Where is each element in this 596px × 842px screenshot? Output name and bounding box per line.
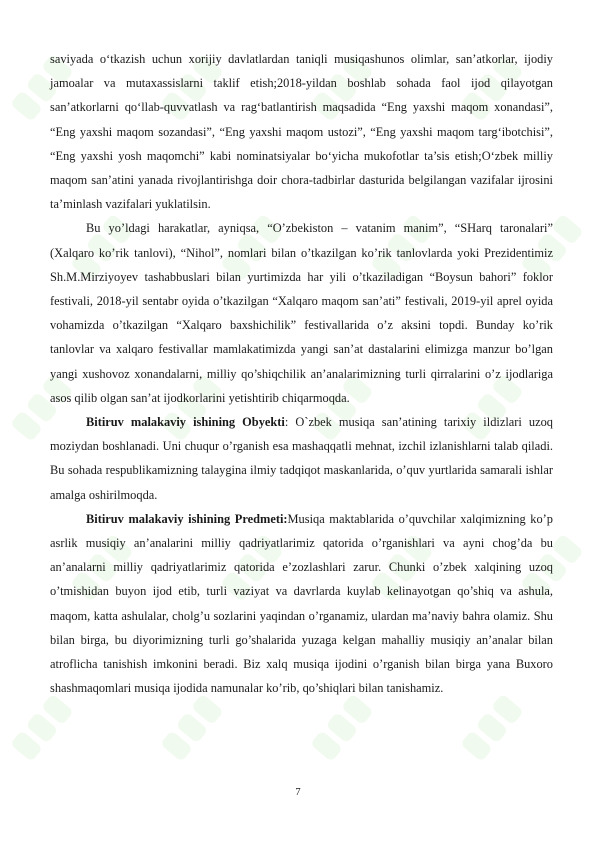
object-text: : O`zbek musiqa san’atining tarixiy ildizlari uzoq moziydan boshlanadi. Uni chuqur o’rganish esa mashaqqatli mehnat, izchil izlanishlarni talab qiladi. Bu sohada respublikamizning talaygina ilmiy tadqiqot maskanlarida, o’quv yurtlarida samarali ishlar amalga oshirilmoqda. <box>50 415 553 502</box>
watermark-mark <box>10 693 74 762</box>
object-heading: Bitiruv malakaviy ishining Obyekti <box>86 415 285 430</box>
paragraph-1: saviyada o‘tkazish uchun xorijiy davlatlardan taniqli musiqashunos olimlar, san’atkorlar, ijodiy jamoalar va mutaxassislarni taklif etish;2018-yildan boshlab sohada faol ijod qilayotgan san’atkorlarni qo‘llab-quvvatlash va rag‘batlantirish maqsadida “Eng yaxshi maqom xonandasi”, “Eng yaxshi maqom sozandasi”, “Eng yaxshi maqom ustozi”, “Eng yaxshi maqom targ‘ibotchisi”, “Eng yaxshi yosh maqomchi” kabi nominatsiyalar bo‘yicha mukofotlar ta’sis etish;O‘zbek milliy maqom san’atini yanada rivojlantirishga doir chora-tadbirlar dasturida belgilangan vazifalar ijrosini ta’minlash vazifalari yuklatilsin. <box>50 52 553 212</box>
paragraph-2: Bu yo’ldagi harakatlar, ayniqsa, “O’zbekiston – vatanim manim”, “SHarq taronalari” (Xalqaro ko’rik tanlovi), “Nihol”, nomlari bilan o’tkazilgan ko’rik tanlovlarda yoki Prezidentimiz Sh.M.Mirziyoyev tashabbuslari bilan yurtimizda har yili o’tkaziladigan “Boysun bahori” foklor festivali, 2018-yil sentabr oyida o’tkazilgan “Xalqaro maqom san’ati” festivali, 2019-yil aprel oyida vohamizda o’tkazilgan “Xalqaro baxshichilik” festivallarida o’z aksini topdi. Bunday ko’rik tanlovlar va xalqaro festivallar mamlakatimizda yangi san’at dastalarini elimizga manzur bo’lgan yangi xushovoz xonandalarni, milliy qo’shiqchilik an’analarimizning turli qirralarini o’z ijodlariga asos qilib olgan san’at ijodkorlarini yetishtirib chiqarmoqda. <box>50 221 553 405</box>
subject-heading: Bitiruv malakaviy ishining Predmeti: <box>86 511 288 526</box>
watermark-mark <box>310 693 374 762</box>
watermark-mark <box>460 693 524 762</box>
paragraph-3-object <box>50 410 553 507</box>
subject-text: Musiqa maktablarida o’quvchilar xalqimizning ko’p asrlik musiqiy an’analarini milliy qadriyatlarimiz qatorida o’rganishlari va ayni chog’da bu an’analarni milliy qadriyatlarimiz qatorida e’zozlashlari zarur. Chunki o’zbek xalqining uzoq o’tmishidan buyon ijod etib, turli vaziyat va davrlarda kuylab kelinayotgan qo’shiq va ashula, maqom, katta ashulalar, cholg’u sozlarini yaqindan o’rganamiz, ulardan ma’naviy bahra olamiz. Shu bilan birga, bu diyorimizning turli go’shalarida yuzaga kelgan mahalliy musiqiy an’analar bilan atroflicha tanishish imkonini beradi. Biz xalq musiqa ijodini o’rganish bilan birga yana Buxoro shashmaqomlari musiqa ijodida namunalar ko’rib, qo’shiqlari bilan tanishamiz. <box>50 511 554 696</box>
document-body <box>50 47 553 700</box>
page-number: 7 <box>295 787 301 798</box>
watermark-mark <box>160 693 224 762</box>
paragraph-4-subject <box>50 507 553 701</box>
